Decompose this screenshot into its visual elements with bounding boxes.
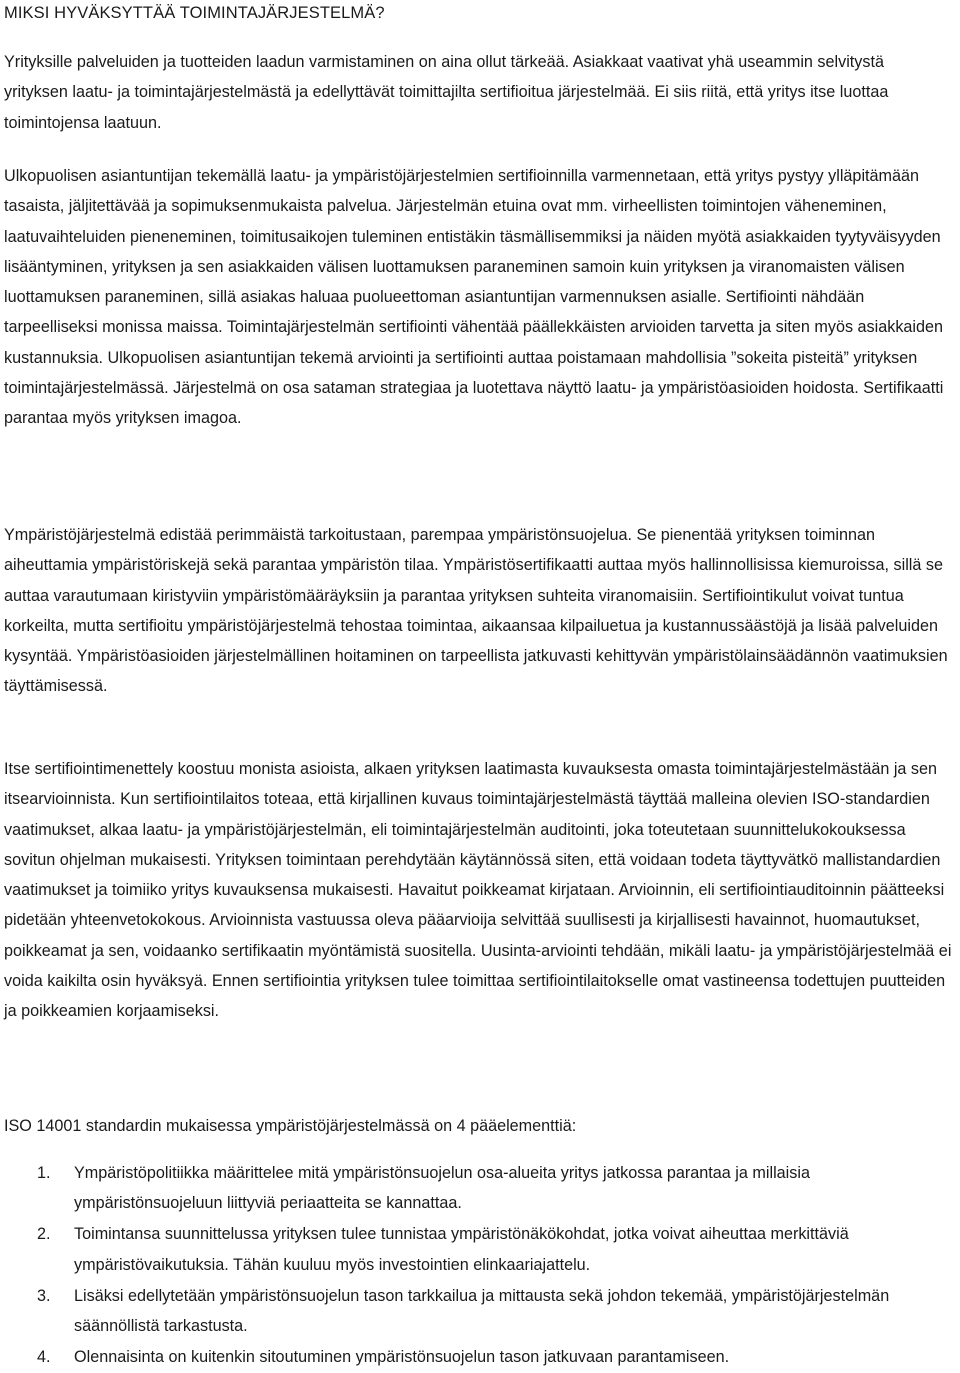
iso-elements-list: [4, 1158, 952, 1373]
list-item: [4, 1158, 952, 1219]
document-heading: MIKSI HYVÄKSYTTÄÄ TOIMINTAJÄRJESTELMÄ?: [4, 4, 385, 22]
list-item-number: 4.: [37, 1348, 51, 1367]
paragraph-environmental-system: Ympäristöjärjestelmä edistää perimmäistä tarkoitustaan, parempaa ympäristönsuojelua. Se pienentää yrityksen toiminnan aiheuttamia ympäristöriskejä sekä parantaa ympäristön tilaa. Ympäristösertifikaatti auttaa myös hallinnollisissa kiemuroissa, sillä se auttaa varautumaan kiristyviin ympäristömääräyksiin ja parantaa yrityksen suhteita viranomaisiin. Sertifiointikulut voivat tuntua korkeilta, mutta sertifioitu ympäristöjärjestelmä tehostaa toimintaa, aikaansaa kilpailuetua ja kustannussäästöjä ja lisää palveluiden kysyntää. Ympäristöasioiden järjestelmällinen hoitaminen on tarpeellista jatkuvasti kehittyvän ympäristölainsäädännön vaatimuksien täyttämisessä.: [4, 526, 948, 696]
list-item: [4, 1219, 952, 1280]
list-item-text: Lisäksi edellytetään ympäristönsuojelun tason tarkkailua ja mittausta sekä johdon tekemää, ympäristöjärjestelmän säännöllistä tarkastusta.: [74, 1286, 890, 1336]
list-item-number: 2.: [37, 1225, 51, 1244]
list-item-text: Ympäristöpolitiikka määrittelee mitä ympäristönsuojelun osa-alueita yritys jatkossa parantaa ja millaisia ympäristönsuojeluun liittyviä periaatteita se kannattaa.: [74, 1164, 810, 1213]
paragraph-certification-process: Itse sertifiointimenettely koostuu monista asioista, alkaen yrityksen laatimasta kuvauksesta omasta toimintajärjestelmästään ja sen itsearvioinnista. Kun sertifiointilaitos toteaa, että kirjallinen kuvaus toimintajärjestelmästä täyttää malleina olevien ISO-standardien vaatimukset, alkaa laatu- ja ympäristöjärjestelmän, eli toimintajärjestelmän auditointi, joka toteutetaan suunnittelukokouksessa sovitun ohjelman mukaisesti. Yrityksen toimintaan perehdytään käytännössä siten, että voidaan todeta täyttyvätkö mallistandardien vaatimukset ja toimiiko yritys kuvauksensa mukaisesti. Havaitut poikkeamat kirjataan. Arvioinnin, eli sertifiointiauditoinnin päätteeksi pidetään yhteenvetokokous. Arvioinnista vastuussa oleva pääarvioija selvittää suullisesti ja kirjallisesti havainnot, huomautukset, poikkeamat ja sen, voidaanko sertifikaatin myöntämistä suositella. Uusinta-arviointi tehdään, mikäli laatu- ja ympäristöjärjestelmää ei voida kaikilta osin hyväksyä. Ennen sertifiointia yrityksen tulee toimittaa sertifiointilaitokselle omat vastineensa todettujen puutteiden ja poikkeamien korjaamiseksi.: [4, 760, 952, 1021]
list-item-number: 3.: [37, 1286, 51, 1305]
paragraph-iso-intro: ISO 14001 standardin mukaisessa ympäristöjärjestelmässä on 4 pääelementtiä:: [4, 1117, 577, 1135]
list-item-number: 1.: [37, 1164, 51, 1182]
list-item-text: Toimintansa suunnittelussa yrityksen tulee tunnistaa ympäristönäkökohdat, jotka voivat aiheuttaa merkittäviä ympäristövaikutuksia. Tähän kuuluu myös investointien elinkaariajattelu.: [74, 1225, 849, 1274]
list-item: [4, 1342, 952, 1372]
list-item: [4, 1281, 952, 1342]
paragraph-certification-benefits: Ulkopuolisen asiantuntijan tekemällä laatu- ja ympäristöjärjestelmien sertifioinnilla varmennetaan, että yritys pystyy ylläpitämään tasaista, jäljitettävää ja sopimuksenmukaista palvelua. Järjestelmän etuina ovat mm. virheellisten toimintojen väheneminen, laatuvaihteluiden pieneneminen, toimitusaikojen tuleminen entistäkin täsmällisemmiksi ja näiden myötä asiakkaiden tyytyväisyyden lisääntyminen, yrityksen ja sen asiakkaiden välisen luottamuksen paraneminen samoin kuin yrityksen ja viranomaisten välisen luottamuksen paraneminen, sillä asiakas haluaa puolueettoman asiantuntijan varmennuksen asialle. Sertifiointi nähdään tarpeelliseksi monissa maissa. Toimintajärjestelmän sertifiointi vähentää päällekkäisten arvioiden tarvetta ja siten myös asiakkaiden kustannuksia. Ulkopuolisen asiantuntijan tekemä arviointi ja sertifiointi auttaa poistamaan mahdollisia ”sokeita pisteitä” yrityksen toimintajärjestelmässä. Järjestelmä on osa sataman strategiaa ja luotettava näyttö laatu- ja ympäristöasioiden hoidosta. Sertifikaatti parantaa myös yrityksen imagoa.: [4, 167, 944, 428]
paragraph-intro: Yrityksille palveluiden ja tuotteiden laadun varmistaminen on aina ollut tärkeää. Asiakkaat vaativat yhä useammin selvitystä yrityksen laatu- ja toimintajärjestelmästä ja edellyttävät toimittajilta sertifioitua järjestelmää. Ei siis riitä, että yritys itse luottaa toimintojensa laatuun.: [4, 53, 889, 132]
list-item-text: Olennaisinta on kuitenkin sitoutuminen ympäristönsuojelun tason jatkuvaan parantamiseen.: [74, 1348, 730, 1367]
